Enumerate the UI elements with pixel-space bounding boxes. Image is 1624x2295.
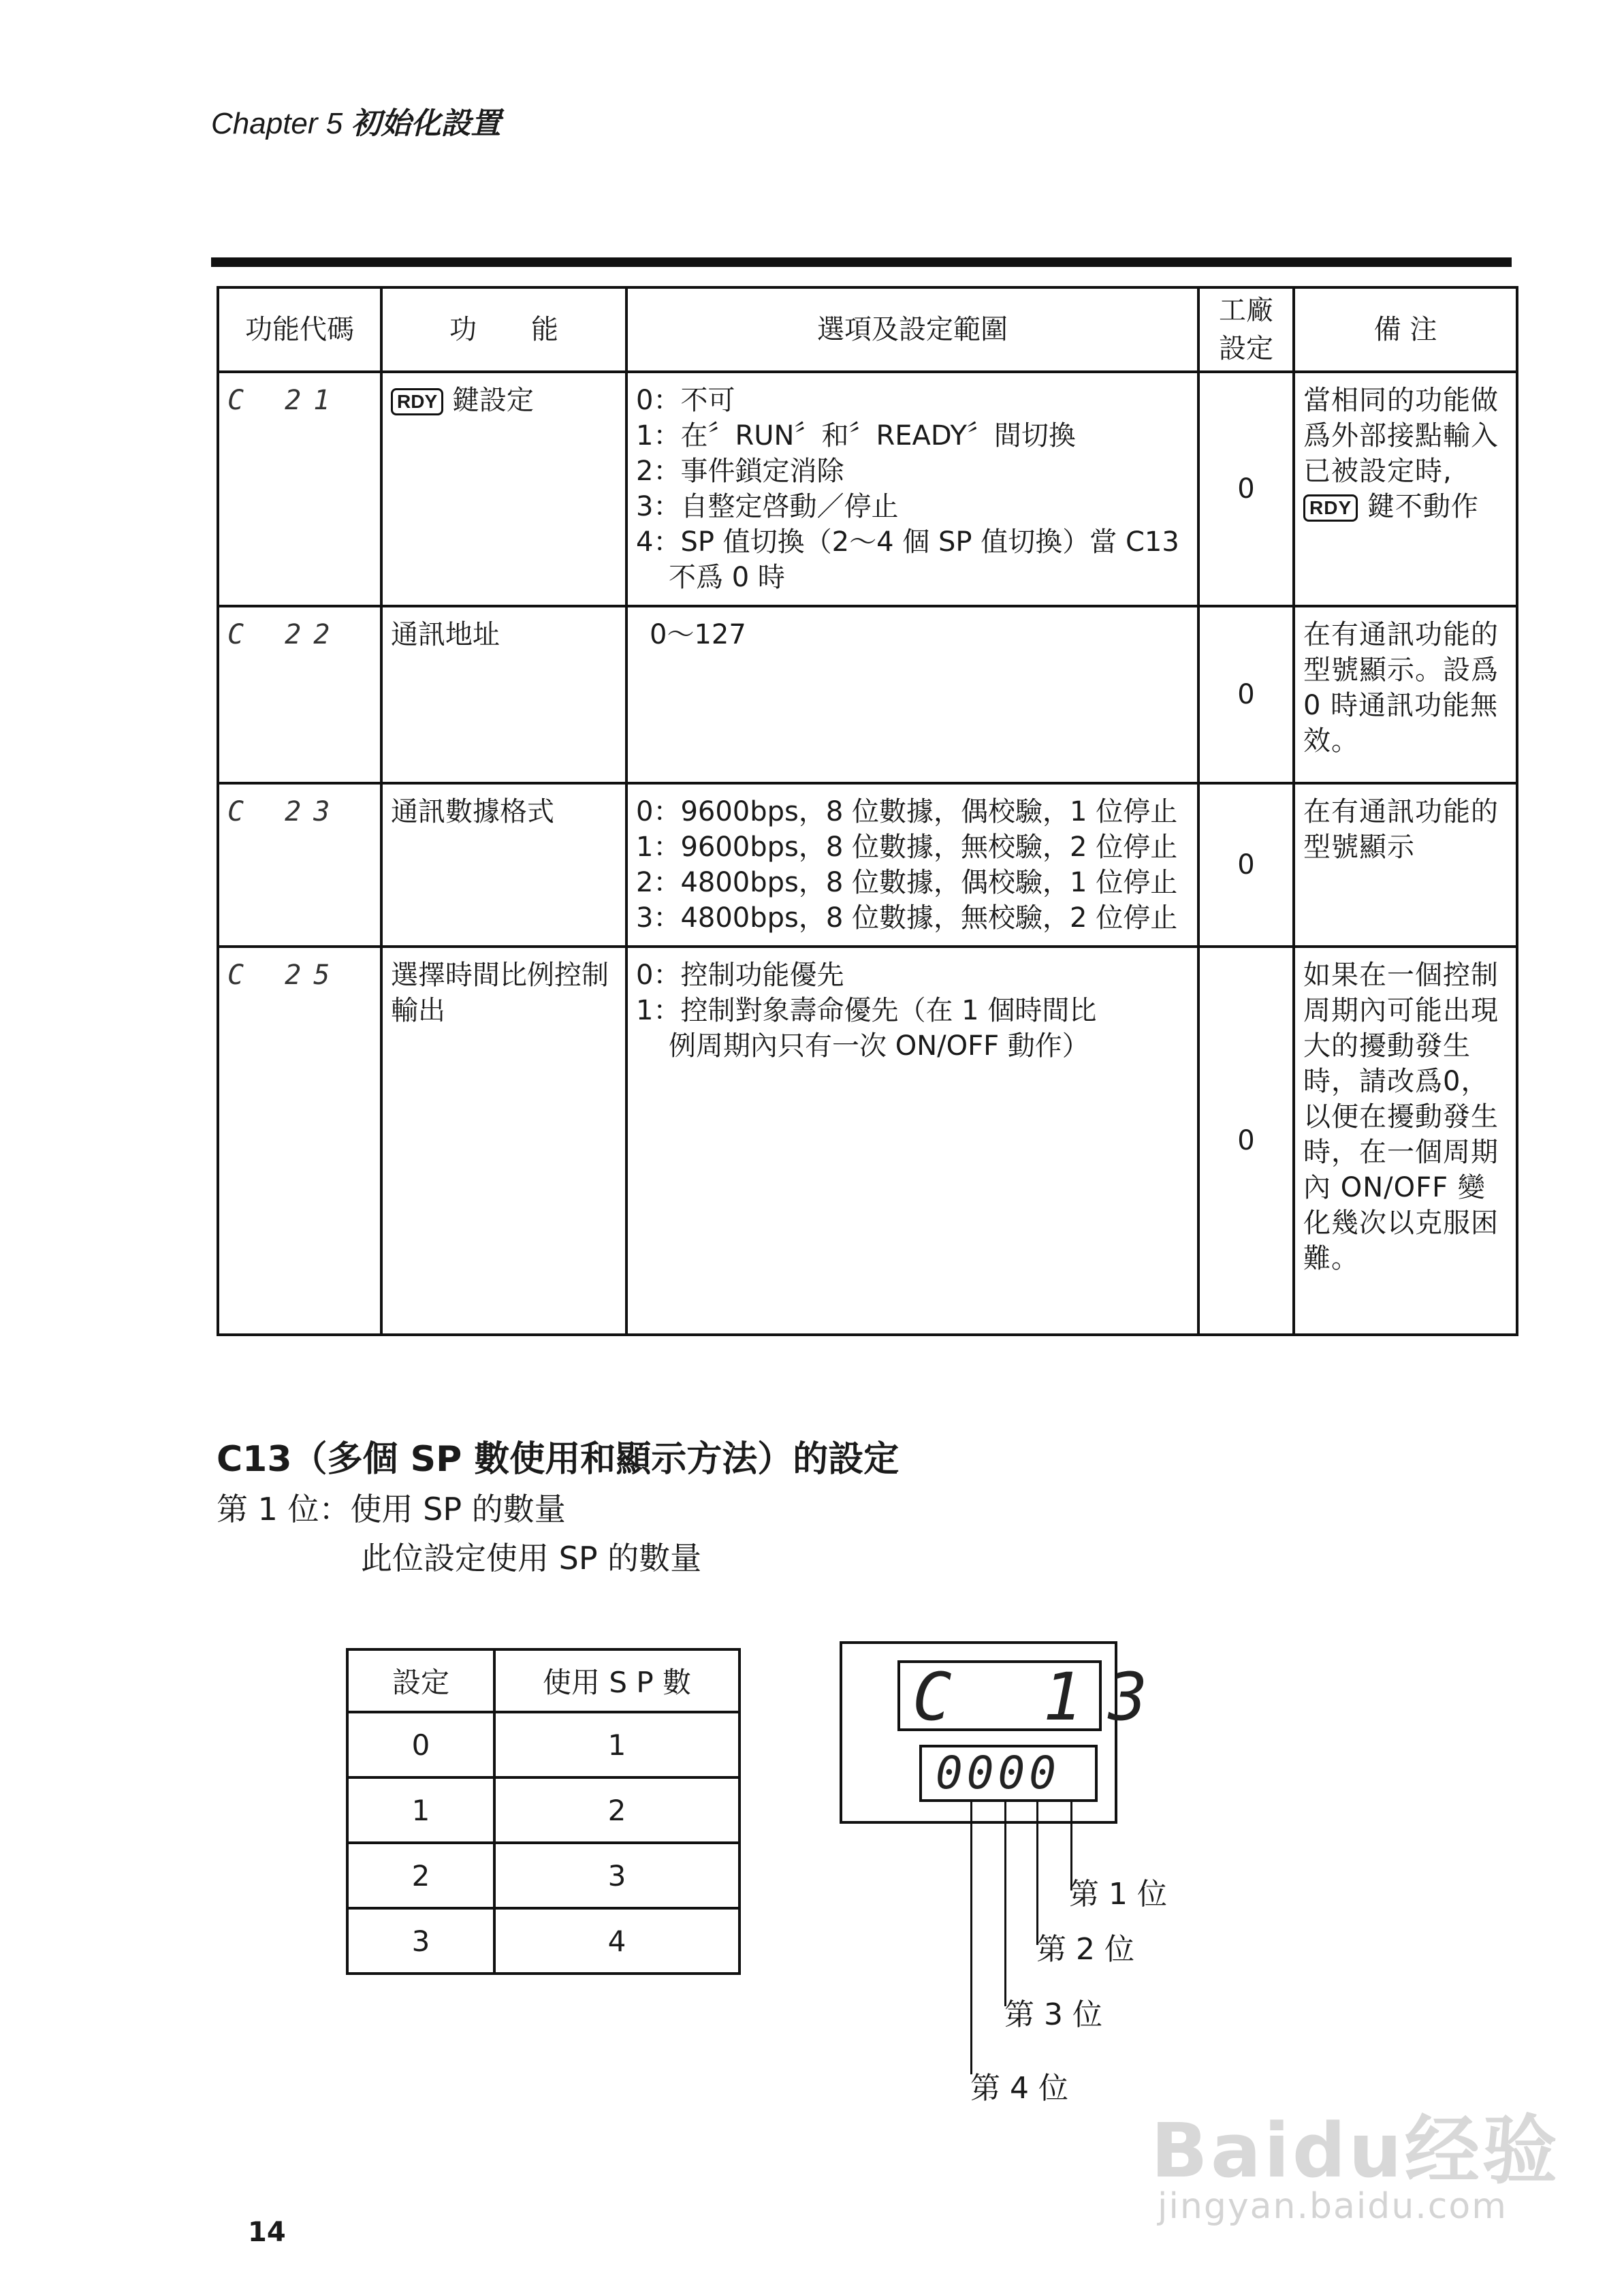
- row-code: C 21: [218, 372, 381, 606]
- option-item: 3：4800bps，8 位數據，無校驗，2 位停止: [636, 902, 1178, 934]
- header-options: 選項及設定範圍: [626, 287, 1198, 372]
- watermark-logo: Baidu经验: [1151, 2107, 1560, 2194]
- digit-label-2: 第 2 位: [1036, 1932, 1134, 1967]
- sp-cell: 3: [347, 1908, 494, 1974]
- option-item: 0：9600bps，8 位數據，偶校驗，1 位停止: [636, 796, 1178, 827]
- header-note: 備 注: [1294, 287, 1517, 372]
- note-text: 鍵不動作: [1367, 491, 1479, 522]
- option-item: 3：自整定啓動／停止: [636, 491, 899, 522]
- row-note: 在有通訊功能的型號顯示: [1294, 783, 1517, 947]
- table-row: [347, 1712, 739, 1777]
- sp-cell: 2: [347, 1843, 494, 1908]
- upper-display: [897, 1659, 1174, 1735]
- option-item: 1：在〞RUN〞和〞READY〞間切換: [636, 420, 1076, 452]
- digit-label-3: 第 3 位: [1004, 1997, 1102, 2032]
- leader-line-digit2: [1036, 1802, 1038, 1945]
- row-function-label: 鍵設定: [451, 385, 534, 416]
- leader-line-digit3: [1004, 1802, 1006, 2006]
- header-rule: [211, 257, 1512, 267]
- row-code: C 22: [218, 606, 381, 783]
- upper-display-text: C 13: [912, 1659, 1174, 1735]
- option-item: 2：4800bps，8 位數據，偶校驗，1 位停止: [636, 867, 1178, 898]
- option-item: 1：9600bps，8 位數據，無校驗，2 位停止: [636, 832, 1178, 863]
- row-note: [1294, 372, 1517, 606]
- watermark-url: jingyan.baidu.com: [1158, 2186, 1508, 2227]
- option-item: 0：控制功能優先: [636, 960, 844, 991]
- chapter-label: Chapter 5: [211, 107, 343, 140]
- digit-label-1: 第 1 位: [1069, 1877, 1167, 1912]
- function-code-table: [217, 286, 1518, 1336]
- chapter-header: [211, 99, 500, 142]
- sp-cell: 2: [494, 1777, 739, 1843]
- header-factory-line1: 工廠: [1219, 295, 1273, 326]
- row-factory: 0: [1198, 606, 1294, 783]
- sp-cell: 0: [347, 1712, 494, 1777]
- sp-cell: 4: [494, 1908, 739, 1974]
- header-factory: [1198, 287, 1294, 372]
- sp-header-count: 使用 S P 數: [494, 1649, 739, 1712]
- option-item: 0：不可: [636, 385, 735, 416]
- sp-cell: 1: [494, 1712, 739, 1777]
- lower-display: [919, 1745, 1098, 1802]
- rdy-key-icon: RDY: [1303, 494, 1358, 522]
- table-row: [347, 1908, 739, 1974]
- sp-count-table: [346, 1648, 741, 1975]
- table-row: [347, 1843, 739, 1908]
- section-line1: 第 1 位：使用 SP 的數量: [217, 1491, 566, 1528]
- row-options: [626, 783, 1198, 947]
- option-item: 0～127: [650, 619, 746, 650]
- row-factory: 0: [1198, 947, 1294, 1335]
- row-function: 通訊數據格式: [381, 783, 626, 947]
- table-row: [218, 606, 1517, 783]
- note-text: 當相同的功能做爲外部接點輸入已被設定時,: [1303, 385, 1499, 487]
- row-factory: 0: [1198, 372, 1294, 606]
- sp-cell: 1: [347, 1777, 494, 1843]
- table-header-row: [218, 287, 1517, 372]
- option-item: 例周期內只有一次 ON/OFF 動作）: [669, 1030, 1089, 1062]
- sp-table-header: [347, 1649, 739, 1712]
- leader-line-digit4: [970, 1802, 972, 2074]
- row-options: [626, 606, 1198, 783]
- sp-cell: 3: [494, 1843, 739, 1908]
- option-item: 不爲 0 時: [669, 562, 785, 593]
- lower-display-text: 0000: [936, 1747, 1060, 1799]
- chapter-title: 初始化設置: [351, 107, 501, 140]
- table-row: [218, 783, 1517, 947]
- row-function: 選擇時間比例控制輸出: [381, 947, 626, 1335]
- row-factory: 0: [1198, 783, 1294, 947]
- row-code: C 23: [218, 783, 381, 947]
- section-title: C13（多個 SP 數使用和顯示方法）的設定: [217, 1439, 899, 1480]
- digit-label-4: 第 4 位: [970, 2071, 1068, 2106]
- rdy-key-icon: RDY: [391, 388, 443, 415]
- row-code: C 25: [218, 947, 381, 1335]
- header-code: 功能代碼: [218, 287, 381, 372]
- header-function: 功 能: [381, 287, 626, 372]
- row-options: [626, 947, 1198, 1335]
- section-line2: 此位設定使用 SP 的數量: [361, 1540, 702, 1577]
- sp-header-setting: 設定: [347, 1649, 494, 1712]
- table-row: [347, 1777, 739, 1843]
- row-options: [626, 372, 1198, 606]
- option-item: 1：控制對象壽命優先（在 1 個時間比: [636, 995, 1097, 1026]
- row-function: 通訊地址: [381, 606, 626, 783]
- option-item: 2：事件鎖定消除: [636, 456, 844, 487]
- table-row: [218, 947, 1517, 1335]
- row-function: [381, 372, 626, 606]
- row-note: 在有通訊功能的型號顯示。設爲 0 時通訊功能無效。: [1294, 606, 1517, 783]
- header-factory-line2: 設定: [1219, 333, 1273, 364]
- page-number: 14: [248, 2217, 286, 2248]
- option-item: 4：SP 值切換（2～4 個 SP 值切換）當 C13: [636, 526, 1179, 558]
- table-row: [218, 372, 1517, 606]
- row-note: 如果在一個控制周期內可能出現大的擾動發生時，請改爲0，以便在擾動發生時，在一個周期內 ON/OFF 變化幾次以克服困難。: [1294, 947, 1517, 1335]
